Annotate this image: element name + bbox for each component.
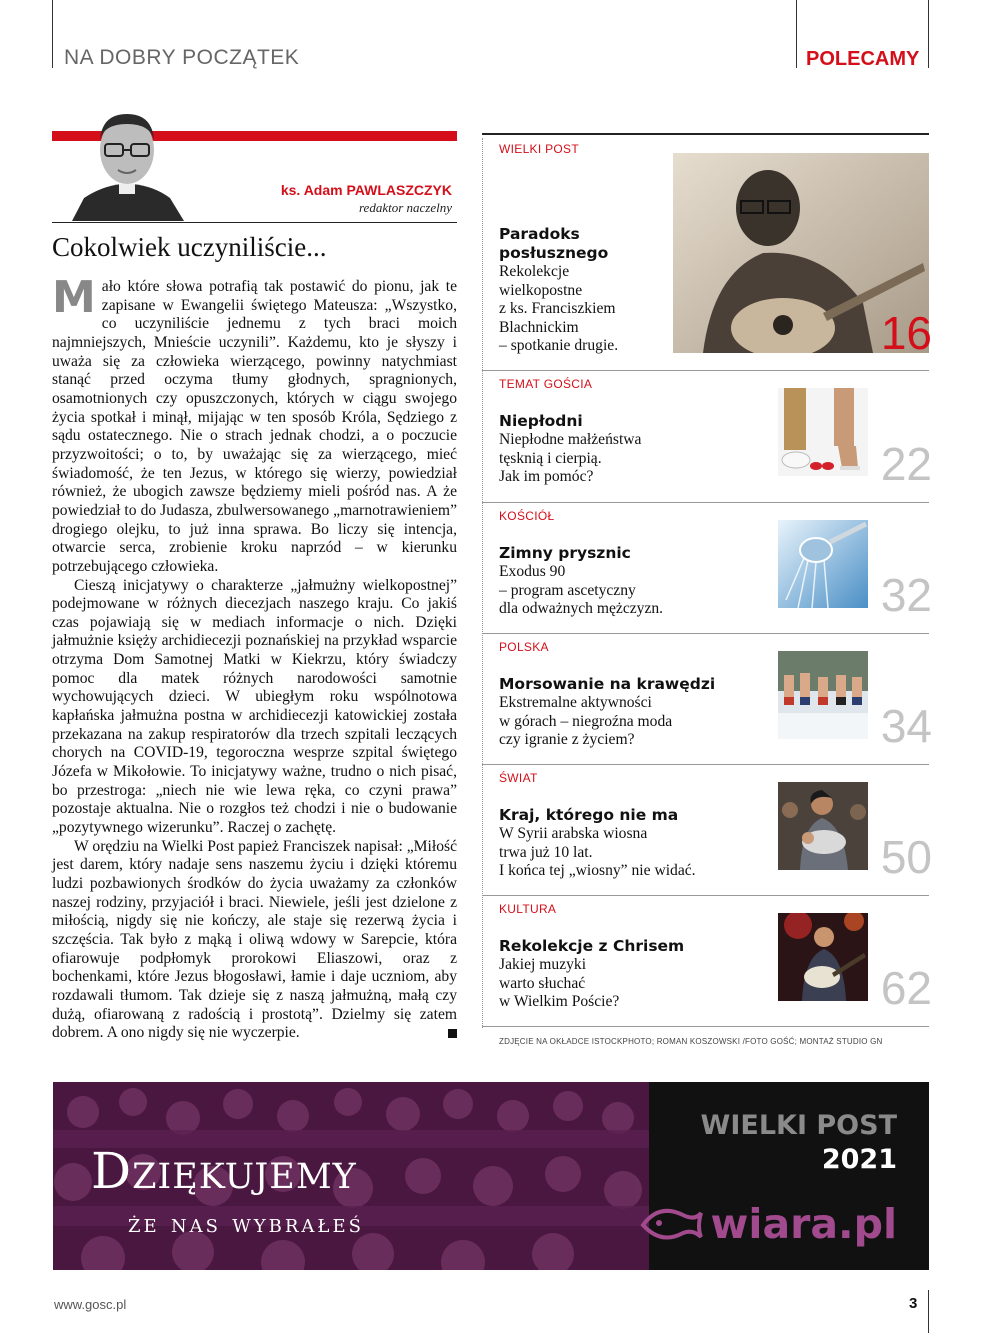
item-desc: Rekolekcje wielkopostne z ks. Franciszkiem Blachnickim – spotkanie drugie. <box>499 263 619 355</box>
item-separator <box>482 370 929 371</box>
fish-logo-icon <box>639 1199 705 1249</box>
item-desc: Exodus 90 – program ascetyczny dla odważnych mężczyzn. <box>499 563 664 618</box>
item-separator <box>482 502 929 503</box>
item-separator <box>482 1026 929 1027</box>
page-number[interactable]: 22 <box>880 438 932 490</box>
editorial-rule <box>52 222 457 223</box>
editorial-paragraph: Cieszą inicjatywy o charakterze „jałmużny wielkopostnej” podejmowane w różnych diecezjach naszego kraju. Co jakiś czas pojawiają się w mediach informacje o nich. Dzięki jałmużnie księży archidiecezji poznańskiej na przykład wsparcie otrzyma Dom Samotnej Matki w Kiekrzu, który świadczy pomoc dla matek różnych narodowości samotnie wychowujących dzieci. W ubiegłym roku wspólnotowa kapłańska jałmużna postna w archidiecezji katowickiej została przekazana na zakup respiratorów dla trzech szpitali leczących chorych na COVID-19, tegoroczna wesprze szpital świętego Józefa w Mikołowie. To inicjatywy ważne, trudno o nich pisać, bo przestroga: „niech nie wie lewa ręka, co czyni prawa” pozostaje aktualna. Nie o rozgłos też chodzi i nie o budowanie „pozytywnego wizerunku”. Raczej o zachętę. <box>52 576 457 837</box>
item-label: KOŚCIÓŁ <box>499 509 555 523</box>
item-desc: Ekstremalne aktywności w górach – niegroźna moda czy igranie z życiem? <box>499 694 673 749</box>
editorial-paragraph: W orędziu na Wielki Post papież Franciszek napisał: „Miłość jest darem, który nadaje sens naszemu życiu i dzięki któremu ludzi pozbawionych środków do życia uważamy za członków naszej rodziny, przyjaciół i braci. Niewiele, jeśli jest dzielone z miłością, nigdy się nie kończy, ale staje się rezerwą życia i szczęścia. Tak było z mąką i oliwą wdowy w Sarepcie, która ofiarowuje podpłomyk prorokowi Eliaszowi, oraz z bochenkami, które Jezus błogosławi, łamie i daje uczniom, aby rozdawali tłumom. Tak dzieje się z naszą jałmużną, małą czy dużą, ofiarowaną z radością i prostotą”. Dzielmy się zatem dobrem. A ono nigdy się nie wyczerpie. <box>52 837 457 1042</box>
author-role: redaktor naczelny <box>358 200 452 215</box>
footer-divider <box>928 1290 929 1333</box>
wiara-logo: wiara.pl <box>710 1200 897 1248</box>
item-title[interactable]: Paradoks posłusznego <box>499 225 609 262</box>
item-desc: Jakiej muzyki warto słuchać w Wielkim Poście? <box>499 956 620 1011</box>
photo-credit: ZDJĘCIE NA OKŁADCE ISTOCKPHOTO; ROMAN KOSZOWSKI /FOTO GOŚĆ; MONTAŻ STUDIO GN <box>499 1037 883 1046</box>
item-label: WIELKI POST <box>499 142 579 156</box>
author-photo <box>62 100 192 221</box>
footer-url[interactable]: www.gosc.pl <box>54 1297 127 1312</box>
item-photo-guitarist[interactable] <box>778 913 868 1001</box>
item-title[interactable]: Zimny prysznic <box>499 544 631 562</box>
page-number[interactable]: 34 <box>880 700 932 752</box>
page-number[interactable]: 32 <box>880 569 932 621</box>
page-number[interactable]: 50 <box>880 831 932 883</box>
polecamy-heading: POLECAMY <box>806 48 920 70</box>
item-separator <box>482 895 929 896</box>
item-label: KULTURA <box>499 902 557 916</box>
item-photo-syria[interactable] <box>778 782 868 870</box>
polecamy-rule <box>482 133 929 135</box>
editorial-title: Cokolwiek uczyniliście... <box>52 232 327 262</box>
end-mark-icon <box>448 1029 457 1038</box>
banner-thanks: Dziękujemy <box>91 1142 357 1200</box>
item-label: ŚWIAT <box>499 771 538 785</box>
wiara-banner[interactable] <box>53 1082 929 1270</box>
item-title[interactable]: Morsowanie na krawędzi <box>499 675 716 693</box>
item-separator <box>482 764 929 765</box>
item-title[interactable]: Kraj, którego nie ma <box>499 806 679 824</box>
section-title: NA DOBRY POCZĄTEK <box>64 46 300 69</box>
page-number[interactable]: 62 <box>880 962 932 1014</box>
editorial-body <box>52 272 457 1043</box>
header-divider-edge <box>928 0 929 68</box>
item-photo-shower[interactable] <box>778 520 868 608</box>
editorial-paragraph: Mało które słowa potrafią tak postawić do pionu, jak te zapisane w Ewangelii świętego Mateusza: „Wszystko, co uczyniliście jednemu z tych braci moich najmniejszych, Mnieście uczynili”. Każdemu, kto je słyszy i uważa się za człowieka wierzącego, powinny natychmiast stanąć przed oczyma tłumy głodnych, spragnionych, osamotnionych czy opuszczonych, których w ciągu swojego życia spotkał i minął, mijając w ten sposób Króla, Sędziego z sądu ostatecznego. Nie o strach jednak chodzi, a o poczucie przyzwoitości; o to, by uważając się za wierzącego, mieć świadomość, że ten Jezus, w którego się wierzy, powiedział również, że ubogich zawsze będziemy mieli pośród nas. A że powiedział to do Judasza, zbulwersowanego „marnotrawieniem” drogiego olejku, to już inna sprawa. Bo liczy się intencja, otwarcie serca, zrobienie kroku naprzód – w kierunku potrzebującego człowieka. <box>52 272 457 575</box>
banner-year: 2021 <box>821 1144 897 1175</box>
item-photo-feet[interactable] <box>778 388 868 476</box>
item-desc: Niepłodne małżeństwa tęsknią i cierpią. Jak im pomóc? <box>499 431 642 486</box>
header-divider-right <box>796 0 797 68</box>
item-separator <box>482 633 929 634</box>
item-title[interactable]: Niepłodni <box>499 412 583 430</box>
page-number[interactable]: 16 <box>880 307 932 359</box>
drop-cap: M <box>52 272 96 323</box>
banner-subtitle: że nas wybrałeś <box>128 1209 364 1239</box>
item-label: TEMAT GOŚCIA <box>499 377 593 391</box>
item-label: POLSKA <box>499 640 549 654</box>
footer-page-number: 3 <box>909 1295 918 1312</box>
item-photo-winter-swimmers[interactable] <box>778 651 868 739</box>
item-title[interactable]: Rekolekcje z Chrisem <box>499 937 685 955</box>
header-divider-left <box>52 0 53 68</box>
banner-label: WIELKI POST <box>700 1110 897 1141</box>
item-desc: W Syrii arabska wiosna trwa już 10 lat. I końca tej „wiosny” nie widać. <box>499 825 696 880</box>
author-name: ks. Adam PAWLASZCZYK <box>280 182 452 198</box>
